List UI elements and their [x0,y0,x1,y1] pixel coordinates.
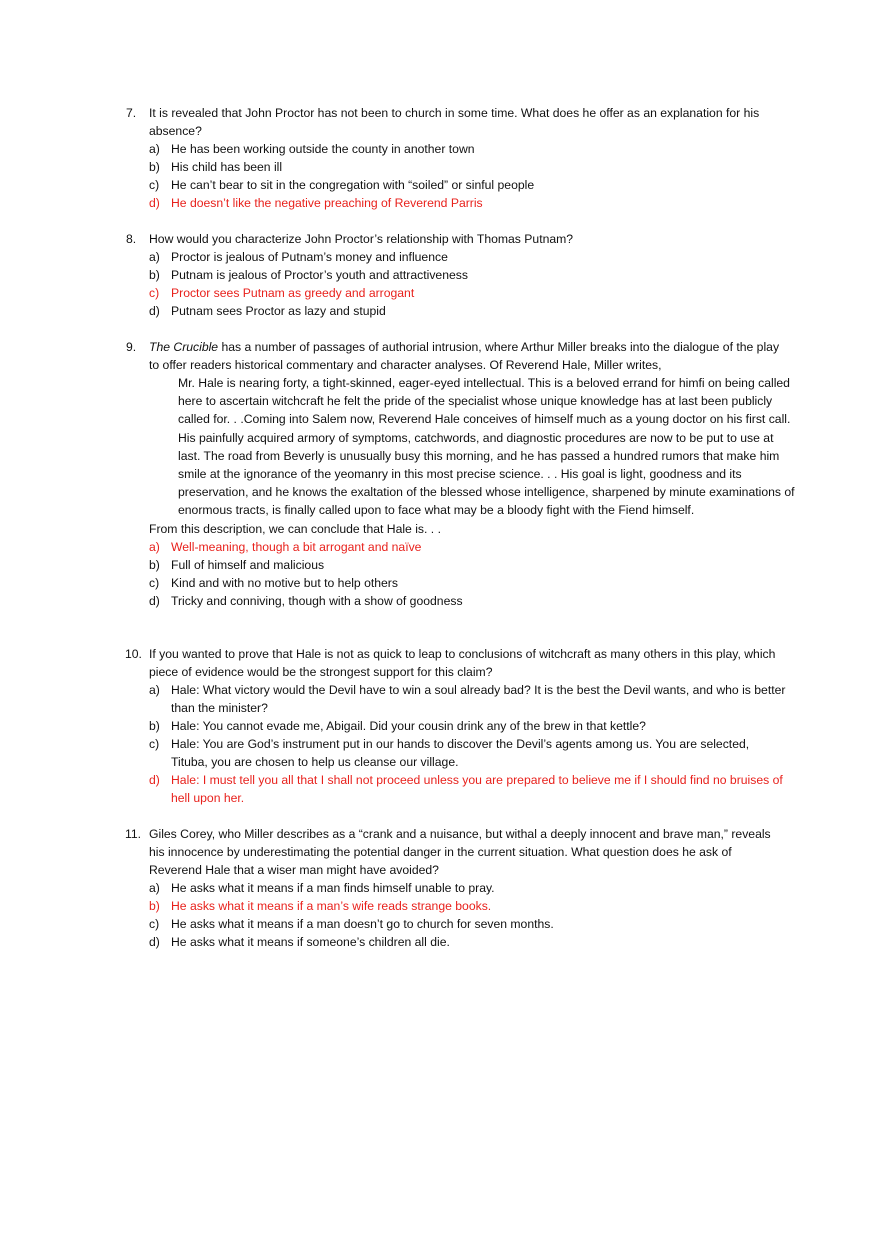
option-c: c) He can’t bear to sit in the congregation with “soiled” or sinful people [149,178,535,192]
question-number: 9. [126,340,137,354]
options-list [126,248,786,320]
question-number: 7. [126,106,137,120]
option-a: a) Hale: What victory would the Devil have to win a soul already bad? It is the best the Devil wants, and who is better than the minister? [149,683,786,715]
question-text: Giles Corey, who Miller describes as a “crank and a nuisance, but withal a deeply innocent and brave man,” reveals his innocence by underestimating the potential danger in the current situation. What question does he ask of Reverend Hale that a wiser man might have avoided? [149,827,771,877]
option-b-correct: b) He asks what it means if a man’s wife reads strange books. [149,899,492,913]
option-c: c) Kind and with no motive but to help others [149,575,398,590]
play-title: The Crucible [149,340,219,354]
option-d-correct: d) Hale: I must tell you all that I shall not proceed unless you are prepared to believe me if I should find no bruises of hell upon her. [149,773,783,805]
question-8 [126,230,786,320]
option-a-correct: a) Well-meaning, though a bit arrogant and naïve [149,539,422,554]
question-stem [126,104,786,140]
question-7 [126,104,786,212]
question-11 [126,825,786,951]
question-9 [126,338,795,610]
question-10 [126,645,786,807]
option-b: b) His child has been ill [149,160,283,174]
question-number: 8. [126,232,137,246]
question-text: It is revealed that John Proctor has not been to church in some time. What does he offer as an explanation for his absence? [149,106,760,138]
option-a: a) He has been working outside the county in another town [149,142,475,156]
option-d: d) He asks what it means if someone’s children all die. [149,935,450,949]
question-text: has a number of passages of authorial intrusion, where Arthur Miller breaks into the dialogue of the play to offer readers historical commentary and character analyses. Of Reverend Hale, Miller writes, [149,340,780,372]
options-list [126,140,786,212]
question-stem [126,338,786,374]
question-number: 10. [125,647,142,661]
option-c-correct: c) Proctor sees Putnam as greedy and arrogant [149,286,415,300]
question-text: If you wanted to prove that Hale is not as quick to leap to conclusions of witchcraft as many others in this play, which piece of evidence would be the strongest support for this claim? [149,647,776,679]
option-d: d) Putnam sees Proctor as lazy and stupid [149,304,386,318]
question-stem [126,825,786,879]
options-list [126,879,786,951]
option-d: d) Tricky and conniving, though with a show of goodness [149,593,463,608]
question-stem [126,230,786,248]
question-number: 11. [125,827,142,841]
option-b: b) Full of himself and malicious [149,557,325,572]
block-quote: Mr. Hale is nearing forty, a tight-skinned, eager-eyed intellectual. This is a beloved errand for himfi on being called here to ascertain witchcraft he felt the pride of the specialist whose unique knowledge has at last been publicly called for. . .Coming into Salem now, Reverend Hale conceives of himself much as a young doctor on his first call. His painfully acquired armory of symptoms, catchwords, and diagnostic procedures are now to be put to use at last. The road from Beverly is unusually busy this morning, and he has passed a hundred rumors that make him smile at the ignorance of the yeomanry in this most precise science. . . His goal is light, goodness and its preservation, and he knows the exaltation of the blessed whose intelligence, sharpened by minute examinations of enormous tracts, is finally called upon to face what may be a bloody fight with the Fiend himself. [178,376,795,518]
option-b: b) Hale: You cannot evade me, Abigail. Did your cousin drink any of the brew in that kettle? [149,719,646,733]
question-stem [126,645,786,681]
option-b: b) Putnam is jealous of Proctor’s youth and attractiveness [149,268,468,282]
option-a: a) He asks what it means if a man finds himself unable to pray. [149,881,495,895]
question-prompt: From this description, we can conclude that Hale is. . . [149,521,441,536]
question-text: How would you characterize John Proctor’s relationship with Thomas Putnam? [149,232,574,246]
options-list [126,538,786,610]
options-list [126,681,786,807]
option-d-correct: d) He doesn’t like the negative preaching of Reverend Parris [149,196,483,210]
option-c: c) He asks what it means if a man doesn’t go to church for seven months. [149,917,554,931]
option-a: a) Proctor is jealous of Putnam’s money and influence [149,250,448,264]
option-c: c) Hale: You are God’s instrument put in our hands to discover the Devil’s agents among us. You are selected, Tituba, you are chosen to help us cleanse our village. [149,737,750,769]
